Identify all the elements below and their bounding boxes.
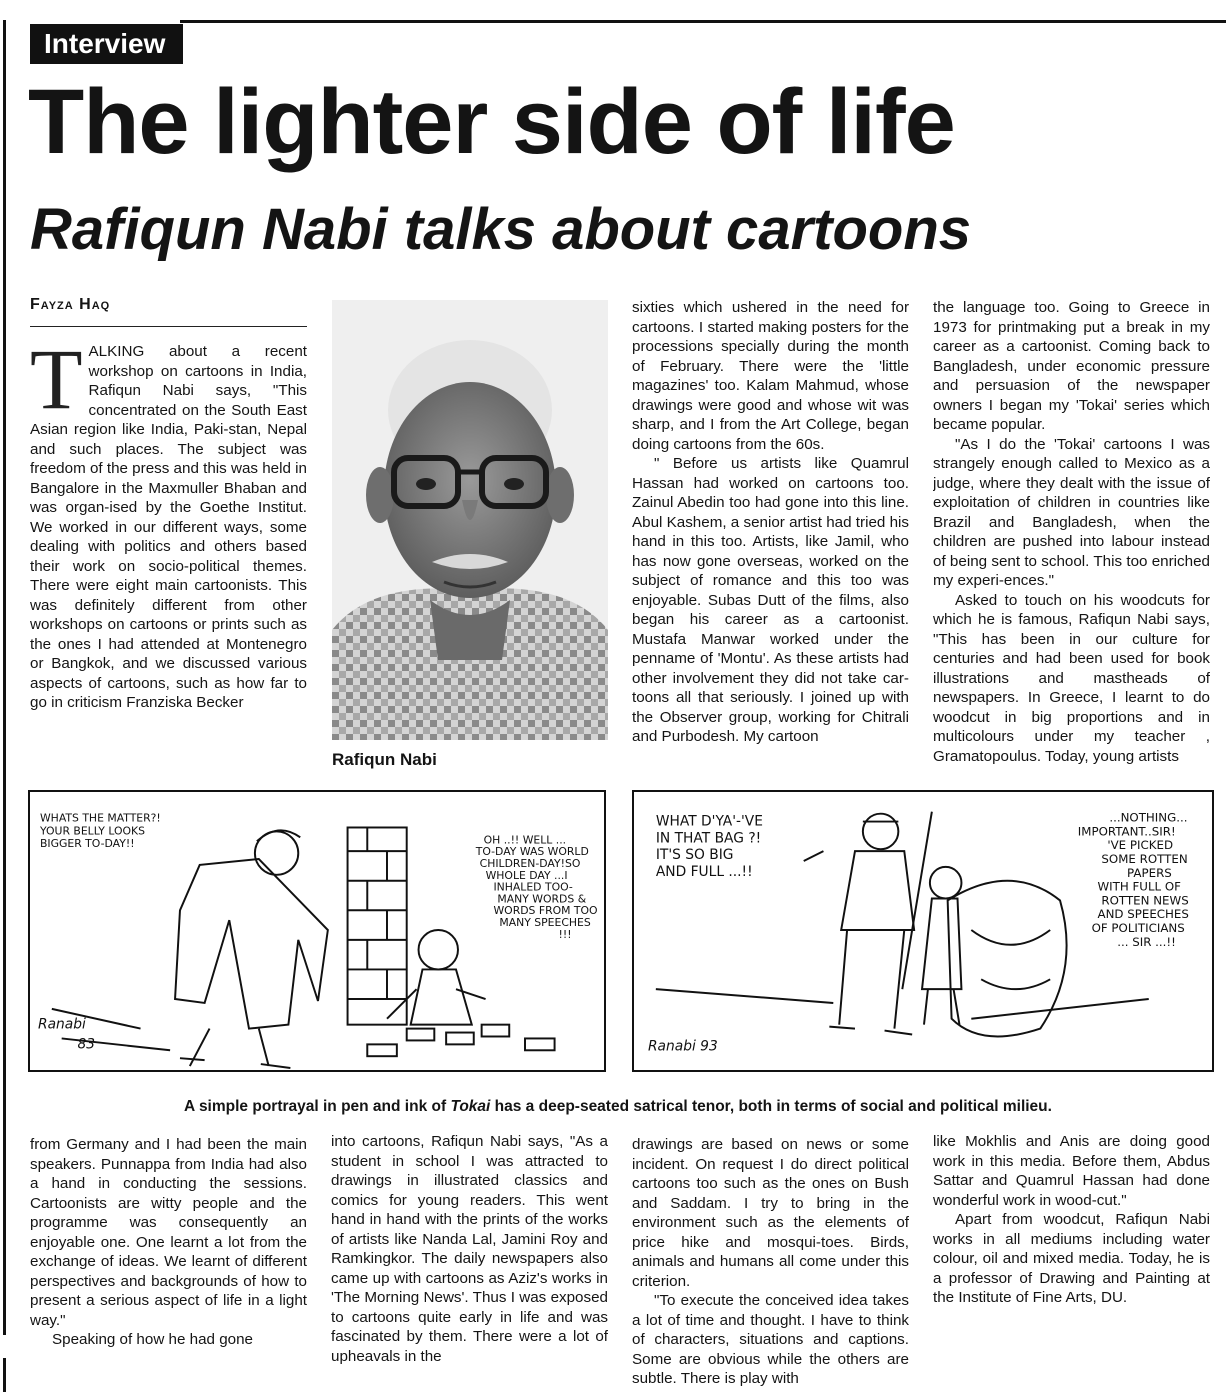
b3-paragraph-2: "To execute the conceived idea takes a lot of time and thought. I have to think of characters, situations and captions. Some are obvious while the others are subtle. There is play with xyxy=(632,1292,909,1387)
b2-paragraph-1: into cartoons, Rafiqun Nabi says, "As a student in school I was attracted to drawings in illustrated classics and comics for young readers. This went hand in hand with the prints of the works of artists like Nanda Lal, Jamini Roy and Ramkingkor. The daily newspapers also came up with cartoons as Aziz's works in 'The Morning News'. Thus I was exposed to cartoons quite early in life and was fascinated by them. There were a lot of upheavals in the xyxy=(331,1133,608,1365)
caption-text-italic: Tokai xyxy=(450,1098,491,1115)
article-column-b3 xyxy=(632,1135,909,1392)
b1-paragraph-1: from Germany and I had been the main speakers. Punnappa from India had also a hand in conducting the sessions. Cartoonists are witty people and the programme was consequently an enjoyable one. One learnt a lot from the exchange of ideas. We learnt of different perspectives and backgrounds of how to present a serious aspect of life in a light way." xyxy=(30,1136,307,1329)
byline: Fayza Haq xyxy=(30,296,111,313)
photo-caption: Rafiqun Nabi xyxy=(332,750,437,769)
article-column-3 xyxy=(632,298,909,778)
cartoon-right-signature: Ranabi 93 xyxy=(647,1038,718,1055)
cartoon-left-speech-1: WHATS THE MATTER?! YOUR BELLY LOOKS BIGGER TO-DAY!! xyxy=(39,811,161,851)
page-border-left xyxy=(3,20,6,1335)
article-lead-paragraph xyxy=(30,342,307,713)
col4-paragraph-2: "As I do the 'Tokai' cartoons I was strangely enough called to Mexico as a judge, where they dealt with the issue of exploitation of children in countries like Brazil and Bangladesh, when the children are pushed into labour instead of being sent to school. This too enriched my experi-ences." xyxy=(933,435,1210,589)
col3-paragraph-2: " Before us artists like Quamrul Hassan had worked on cartoons too. Zainul Abedin too had gone into this line. Abul Kashem, a senior artist had tried his hand in this too. Artists, like Jamil, who has now gone overseas, worked on the subject of romance and this too was enjoyable. Subas Dutt of the films, also began his career as a cartoonist. Mustafa Manwar worked under the penname of 'Montu'. As these artists had other involvement they did not take car-toons all that seriously. I joined up with the Observer group, working for Chitrali and Purbodesh. My cartoon xyxy=(632,455,909,745)
subhead: Rafiqun Nabi talks about cartoons xyxy=(30,197,971,262)
lead-text: ALKING about a recent workshop on cartoons in India, Rafiqun Nabi says, "This concentrated on the South East Asian region like India, Paki-stan, Nepal and such places. The subject was freedom of the press and this was held in Bangalore in the Maxmuller Bhaban and was organ-ised by the Goethe Institut. We worked in our different ways, some dealing with politics and others based their work on socio-political themes. There were eight main cartoonists. This was definitely different from other workshops on cartoons or prints such as the ones I had attended at Montenegro or Bangkok, and we discussed various aspects of cartoons, such as how far to go in criticism Franziska Becker xyxy=(30,343,307,711)
cartoon-right xyxy=(632,790,1214,1072)
b1-paragraph-2: Speaking of how he had gone xyxy=(52,1331,253,1348)
article-column-b2 xyxy=(331,1132,608,1392)
cartoon-caption xyxy=(30,1098,1206,1116)
page-border-top xyxy=(180,20,1226,23)
article-column-1 xyxy=(30,342,307,772)
section-tag: Interview xyxy=(30,24,183,64)
headline: The lighter side of life xyxy=(28,71,955,173)
caption-text-before: A simple portrayal in pen and ink of xyxy=(184,1098,451,1115)
col4-paragraph-3: Asked to touch on his woodcuts for which he is famous, Rafiqun Nabi says, "This has been in our culture for centuries and had been used for book illustrations and mastheads of newspapers. In Greece, I learnt to do woodcut in big proportions and in multicolours under my teacher , Gramatopoulus. Today, young artists xyxy=(933,591,1210,765)
article-column-b4 xyxy=(933,1132,1210,1362)
b4-paragraph-2: Apart from woodcut, Rafiqun Nabi works in all mediums including water colour, oil and mixed media. Today, he is a professor of Drawing and Painting at the Institute of Fine Arts, DU. xyxy=(933,1211,1210,1306)
cartoon-left-speech-2: OH ..!! WELL ... TO-DAY WAS WORLD CHILDREN-DAY!SO WHOLE DAY ...I INHALED TOO-MANY WORDS & WORDS FROM TOO MANY SPEECHES !!! xyxy=(475,833,598,941)
cartoon-left-drawing xyxy=(30,792,604,1070)
cartoon-right-speech-1: WHAT D'YA'-'VE IN THAT BAG ?! IT'S SO BIG AND FULL ...!! xyxy=(655,813,763,880)
drop-cap: T xyxy=(30,342,83,427)
b3-paragraph-1: drawings are based on news or some incident. On request I do direct political cartoons too such as the ones on Bush and Saddam. I try to bring in the environment such as the elements of price hike and mosqui-toes. Birds, animals and humans all come under this criterion. xyxy=(632,1136,909,1290)
cartoon-left-signature: Ranabi 83 xyxy=(38,1016,96,1053)
col3-paragraph-1: sixties which ushered in the need for cartoons. I started making posters for the processions specially during the month of February. There were the 'little magazines' too. Kalam Mahmud, whose drawings were good and whose wit was sharp, and I from the Art College, began doing cartoons from the 60s. xyxy=(632,299,909,453)
b4-paragraph-1: like Mokhlis and Anis are doing good work in this media. Before them, Abdus Sattar and Quamrul Hassan had done wonderful work in wood-cut." xyxy=(933,1133,1210,1209)
caption-text-after: has a deep-seated satrical tenor, both in terms of social and political milieu. xyxy=(490,1098,1052,1115)
cartoon-right-speech-2: ...NOTHING... IMPORTANT..SIR! 'VE PICKED SOME ROTTEN PAPERS WITH FULL OF ROTTEN NEWS AND SPEECHES OF POLITICIANS ... SIR ...!! xyxy=(1077,810,1189,949)
portrait-illustration xyxy=(332,300,608,740)
article-column-4 xyxy=(933,298,1210,778)
portrait-photo xyxy=(332,300,608,740)
cartoon-right-drawing xyxy=(634,792,1212,1070)
article-column-b1 xyxy=(30,1135,307,1392)
byline-rule xyxy=(30,326,307,327)
cartoon-left xyxy=(28,790,606,1072)
page-border-left-lower xyxy=(3,1358,6,1392)
col4-paragraph-1: the language too. Going to Greece in 1973 for printmaking put a break in my career as a cartoonist. Coming back to Bangladesh, under economic pressure and persuasion of the newspaper owners I began my 'Tokai' series which became popular. xyxy=(933,299,1210,433)
